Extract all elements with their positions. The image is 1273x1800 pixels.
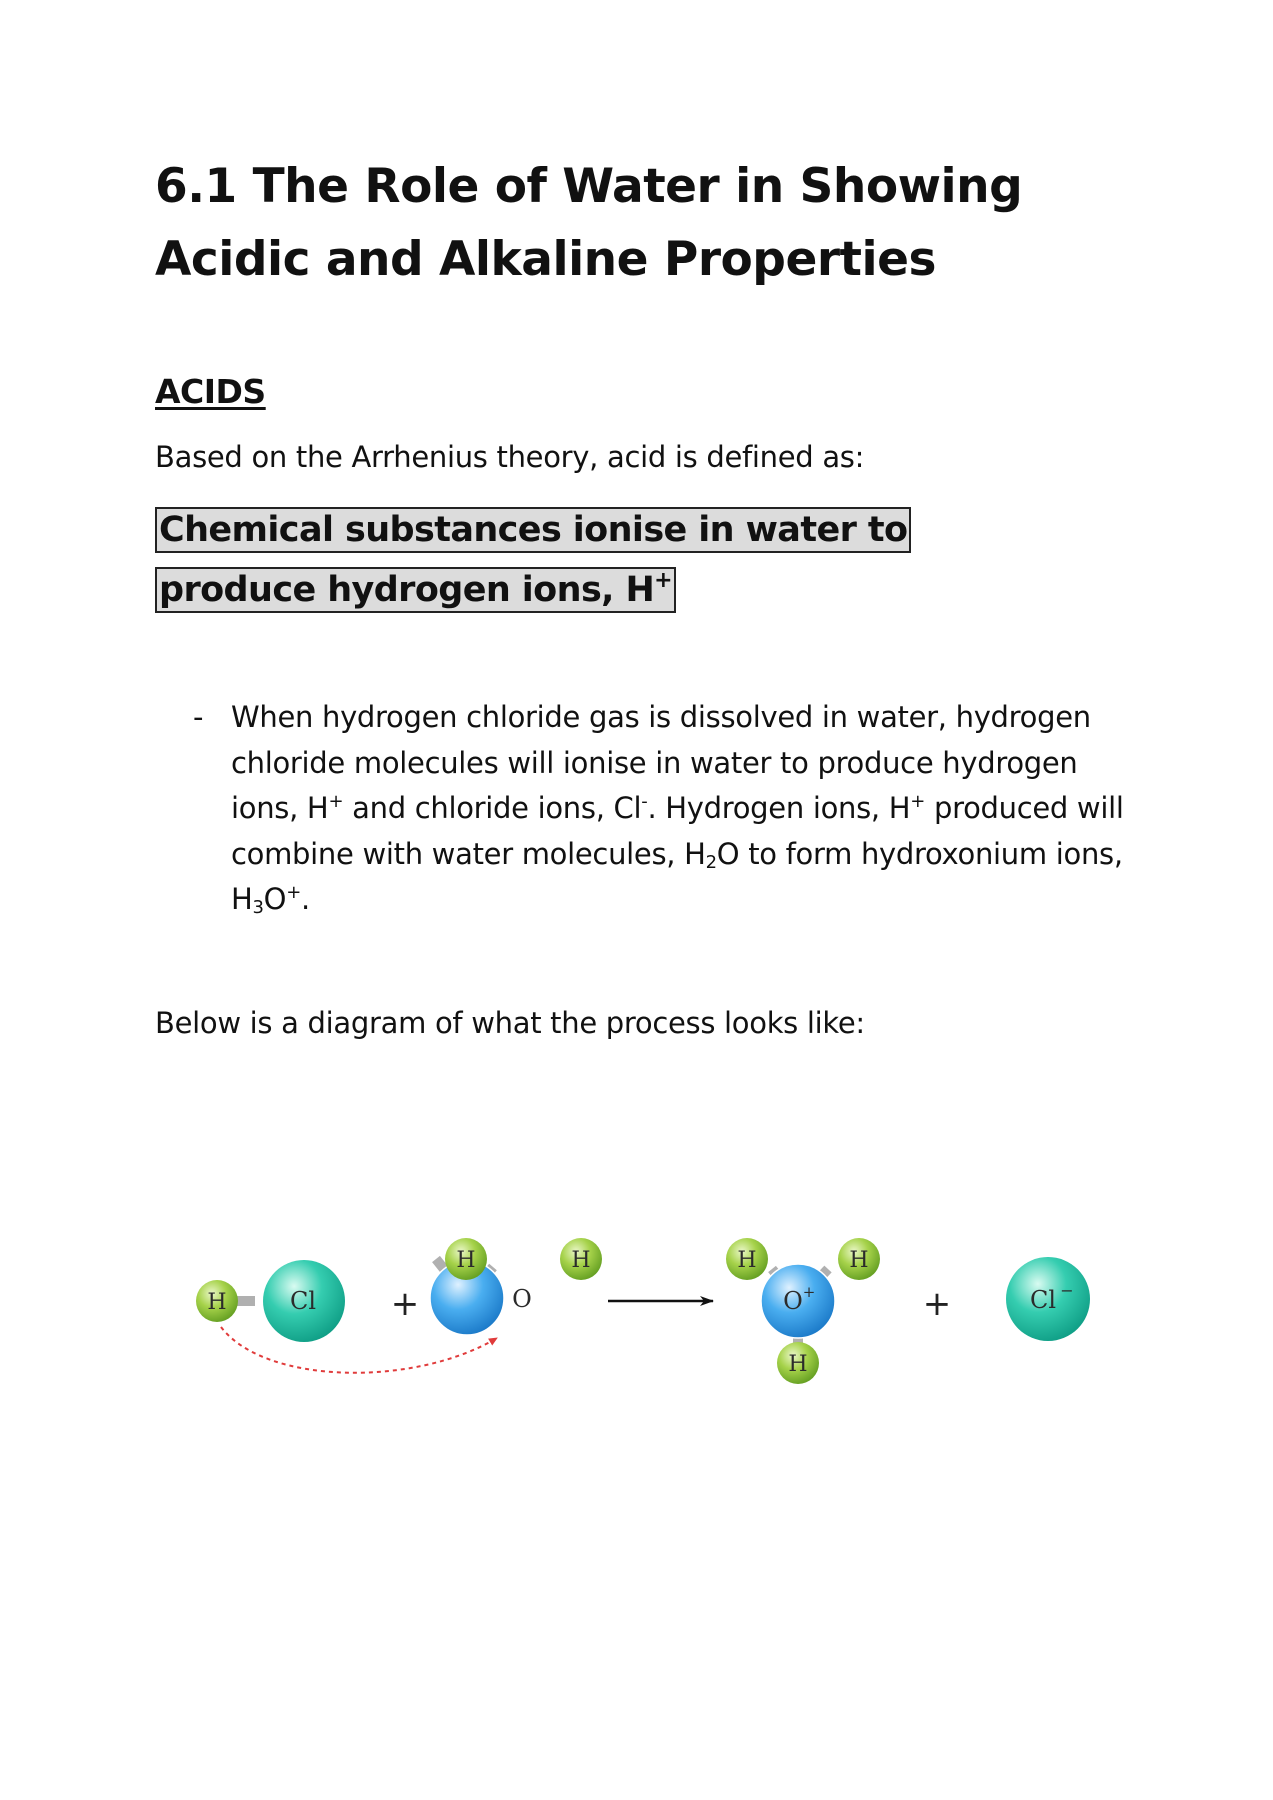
hydroxonium-ion xyxy=(726,1238,880,1384)
ionisation-diagram xyxy=(185,1195,1105,1415)
bullet-text-part: When hydrogen chloride gas is dissolved in water, hydrogen chloride molecules will ionise in water to produce hydrogen ions, H xyxy=(231,700,1091,825)
chloride-charge: − xyxy=(1060,1281,1074,1300)
bullet-text xyxy=(231,695,1145,923)
diagram-lead-text: Below is a diagram of what the process looks like: xyxy=(155,1006,865,1040)
definition-superscript: + xyxy=(654,568,672,593)
bullet-text-part: and chloride ions, Cl xyxy=(343,791,642,825)
definition-text: Chemical substances ionise in water to produce hydrogen ions, H xyxy=(159,510,908,610)
hydrogen-label: H xyxy=(207,1290,227,1315)
definition-highlight xyxy=(155,507,911,613)
hydrogen-label: H xyxy=(849,1248,869,1273)
ionisation-diagram-svg xyxy=(185,1195,1105,1415)
chlorine-label: Cl xyxy=(289,1287,317,1315)
chloride-label: Cl xyxy=(1029,1286,1057,1314)
hydrogen-label: H xyxy=(788,1352,808,1377)
water-molecule xyxy=(430,1238,602,1335)
list-item xyxy=(155,695,1145,923)
bullet-list xyxy=(155,695,1145,923)
definition-box xyxy=(155,500,1015,620)
bullet-text-part: . Hydrogen ions, H xyxy=(647,791,911,825)
bullet-text-part: O xyxy=(263,882,287,916)
oxygen-label: O xyxy=(512,1285,532,1313)
plus-sign: + xyxy=(390,1284,420,1324)
oxygen-ion-label: O xyxy=(783,1287,803,1315)
subscript-three: 3 xyxy=(252,897,264,918)
bullet-text-part: O to form hydroxonium ions, H xyxy=(231,836,1123,916)
bullet-dash: - xyxy=(193,700,204,734)
oxygen-ion-charge: + xyxy=(802,1283,816,1301)
superscript-plus: + xyxy=(910,791,926,812)
hydrogen-label: H xyxy=(571,1248,591,1273)
hydrogen-label: H xyxy=(456,1248,476,1273)
subscript-two: 2 xyxy=(705,851,717,873)
superscript-plus: + xyxy=(328,791,344,812)
plus-sign: + xyxy=(922,1284,952,1324)
superscript-minus: - xyxy=(641,791,648,812)
superscript-plus: + xyxy=(286,882,301,903)
bullet-text-part: . xyxy=(301,882,310,916)
section-heading-acids: ACIDS xyxy=(155,372,266,411)
hydrogen-label: H xyxy=(737,1248,757,1273)
page-title: 6.1 The Role of Water in Showing Acidic and Alkaline Properties xyxy=(155,159,1023,287)
chloride-ion xyxy=(1006,1257,1090,1341)
intro-text: Based on the Arrhenius theory, acid is defined as: xyxy=(155,440,865,474)
hydrogen-chloride-molecule xyxy=(196,1260,345,1342)
bullet-text-part: produced will combine with water molecules, H xyxy=(231,791,1124,871)
